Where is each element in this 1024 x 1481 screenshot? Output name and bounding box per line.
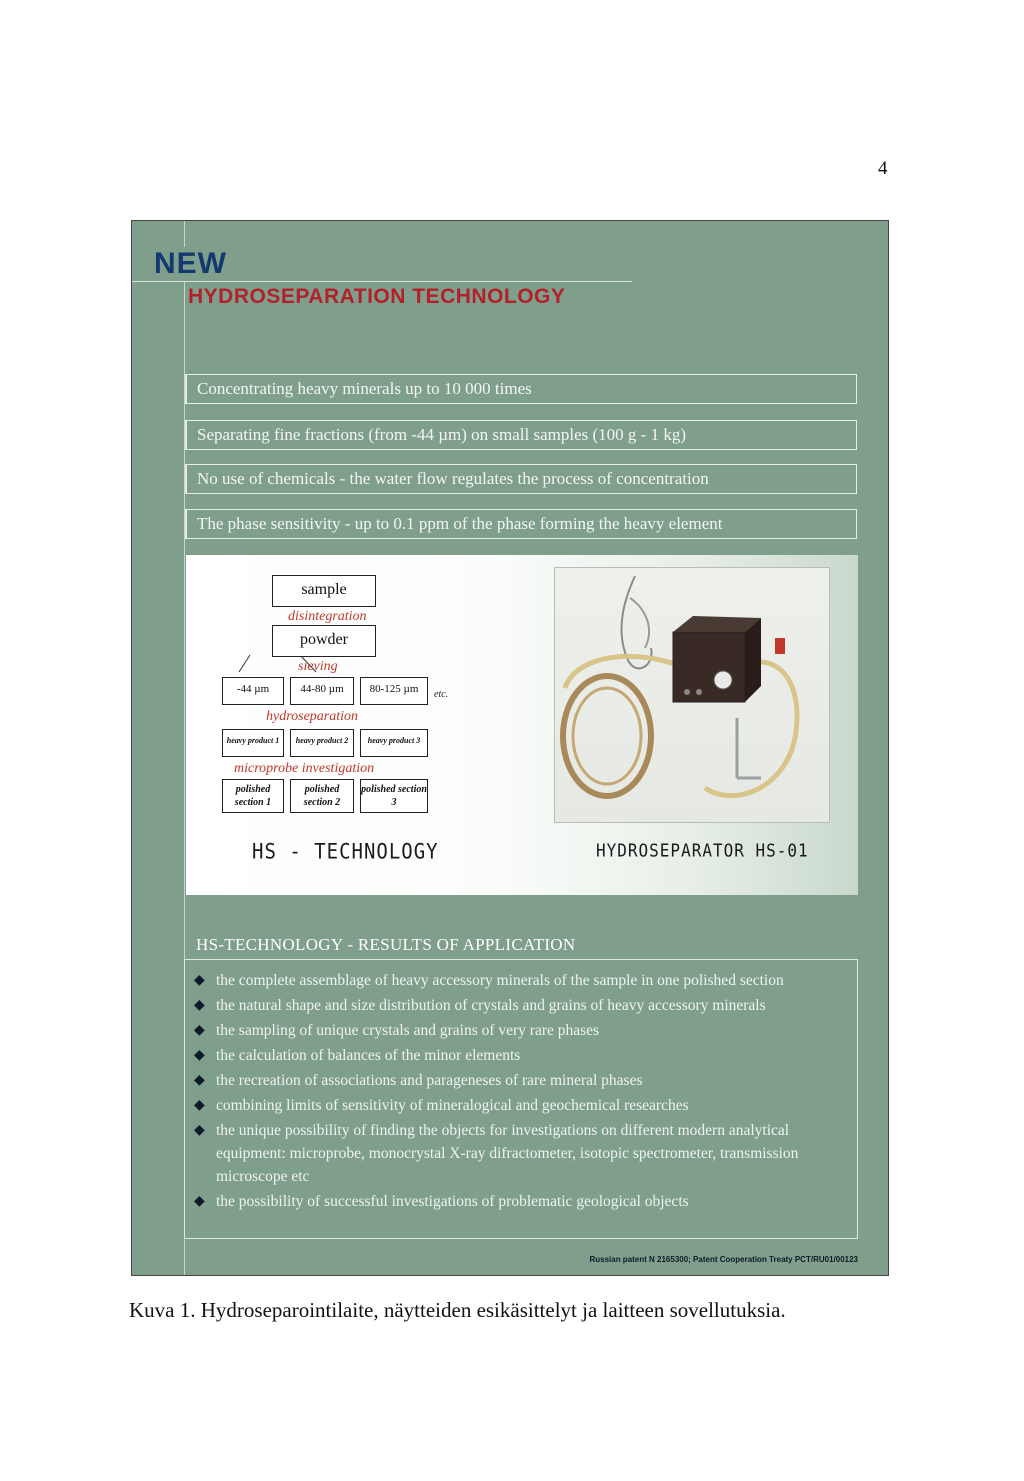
page-number: 4 — [878, 158, 888, 179]
flow-product-box: heavy product 1 — [222, 729, 284, 757]
flow-disintegration-label: disintegration — [288, 609, 367, 624]
poster-horizontal-rule — [132, 281, 632, 282]
flow-fraction-box: 80-125 µm — [360, 677, 428, 705]
poster — [131, 220, 889, 1276]
list-item: ◆ combining limits of sensitivity of mineralogical and geochemical researches — [194, 1094, 854, 1117]
hydroseparator-photo — [554, 567, 830, 823]
flow-product-box: heavy product 2 — [290, 729, 354, 757]
hydroseparator-caption: HYDROSEPARATOR HS-01 — [596, 840, 809, 861]
flow-section-box: polished section 2 — [290, 779, 354, 813]
diamond-bullet-icon: ◆ — [194, 1023, 205, 1038]
diamond-bullet-icon: ◆ — [194, 1123, 205, 1138]
results-title: HS-TECHNOLOGY - RESULTS OF APPLICATION — [196, 935, 576, 954]
list-item: ◆ the sampling of unique crystals and grains of very rare phases — [194, 1019, 854, 1042]
flow-hydroseparation-label: hydroseparation — [266, 709, 359, 724]
diamond-bullet-icon: ◆ — [194, 1098, 205, 1113]
flow-fraction-box: -44 µm — [222, 677, 284, 705]
diamond-bullet-icon: ◆ — [194, 998, 205, 1013]
list-item: ◆ the recreation of associations and parageneses of rare mineral phases — [194, 1069, 854, 1092]
new-label: NEW — [154, 247, 231, 281]
hydroseparator-device-illustration — [555, 568, 829, 822]
technology-title: HYDROSEPARATION TECHNOLOGY — [188, 285, 566, 308]
figure-caption: Kuva 1. Hydroseparointilaite, näytteiden esikäsittelyt ja laitteen sovellutuksia. — [129, 1298, 786, 1322]
diamond-bullet-icon: ◆ — [194, 973, 205, 988]
flow-sample-box: sample — [272, 575, 376, 607]
flow-product-box: heavy product 3 — [360, 729, 428, 757]
list-item: ◆ the natural shape and size distribution of crystals and grains of heavy accessory minerals — [194, 994, 854, 1017]
feature-item: The phase sensitivity - up to 0.1 ppm of the phase forming the heavy element — [185, 509, 857, 539]
hs-technology-caption: HS - TECHNOLOGY — [252, 839, 439, 865]
flow-powder-box: powder — [272, 625, 376, 657]
list-item: ◆ the unique possibility of finding the objects for investigations on different modern analytical equipment: microprobe, monocrystal X-ray difractometer, isotopic spectrometer, transmission microscope etc — [194, 1119, 854, 1188]
flow-fraction-box: 44-80 µm — [290, 677, 354, 705]
diamond-bullet-icon: ◆ — [194, 1073, 205, 1088]
flow-section-box: polished section 1 — [222, 779, 284, 813]
feature-item: No use of chemicals - the water flow regulates the process of concentration — [185, 464, 857, 494]
results-list — [194, 969, 854, 1215]
diamond-bullet-icon: ◆ — [194, 1194, 205, 1209]
list-item: ◆ the possibility of successful investigations of problematic geological objects — [194, 1190, 854, 1213]
flow-section-box: polished section 3 — [360, 779, 428, 813]
flow-sieving-label: sieving — [298, 659, 338, 674]
list-item: ◆ the calculation of balances of the minor elements — [194, 1044, 854, 1067]
feature-item: Concentrating heavy minerals up to 10 000 times — [185, 374, 857, 404]
diagram-panel — [186, 555, 858, 895]
diamond-bullet-icon: ◆ — [194, 1048, 205, 1063]
feature-item: Separating fine fractions (from -44 µm) on small samples (100 g - 1 kg) — [185, 420, 857, 450]
flow-microprobe-label: microprobe investigation — [234, 761, 375, 776]
flow-etc-label: etc. — [434, 689, 449, 700]
patent-notice: Russian patent N 2165300; Patent Cooperation Treaty PCT/RU01/00123 — [589, 1255, 858, 1264]
list-item: ◆ the complete assemblage of heavy accessory minerals of the sample in one polished section — [194, 969, 854, 992]
